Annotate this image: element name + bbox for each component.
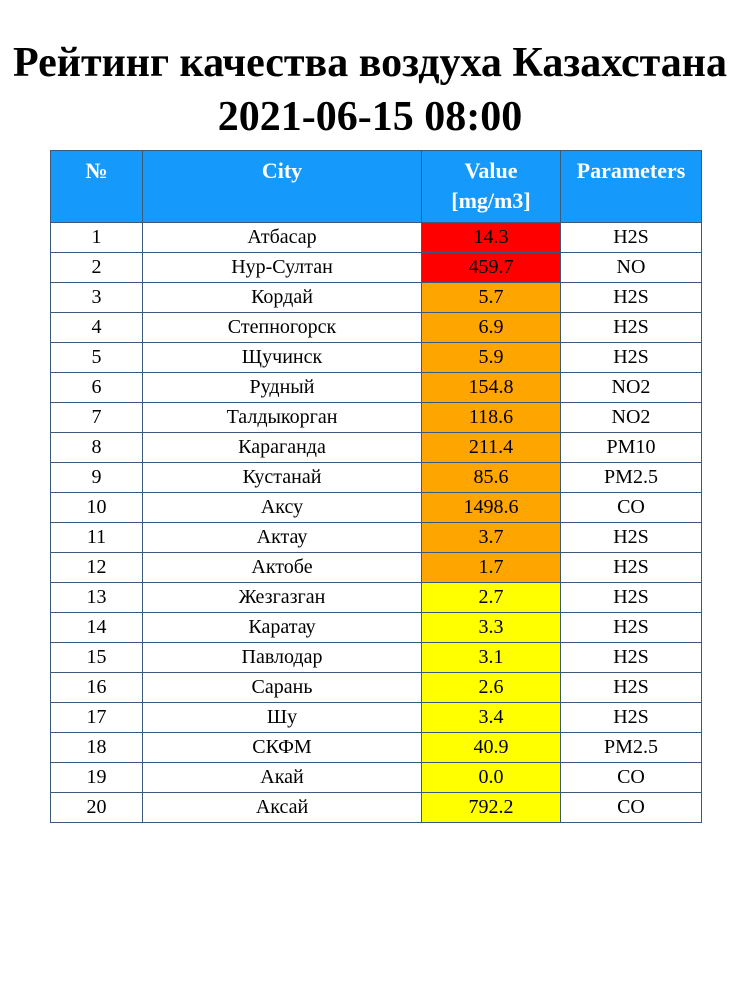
row-number: 14 — [51, 613, 143, 643]
row-value: 1498.6 — [422, 493, 561, 523]
table-header — [51, 151, 702, 223]
row-parameter: NO2 — [561, 403, 702, 433]
title-line-1: Рейтинг качества воздуха Казахстана — [13, 40, 727, 86]
table-row — [51, 253, 702, 283]
table-row — [51, 613, 702, 643]
row-number: 3 — [51, 283, 143, 313]
table-row — [51, 403, 702, 433]
table-row — [51, 643, 702, 673]
row-city: Талдыкорган — [143, 403, 422, 433]
table-row — [51, 583, 702, 613]
row-parameter: H2S — [561, 613, 702, 643]
row-city: Степногорск — [143, 313, 422, 343]
header-number: № — [51, 151, 143, 223]
row-value: 5.7 — [422, 283, 561, 313]
row-value: 2.6 — [422, 673, 561, 703]
table-row — [51, 313, 702, 343]
row-parameter: H2S — [561, 343, 702, 373]
page-title — [0, 36, 740, 144]
row-number: 12 — [51, 553, 143, 583]
row-value: 792.2 — [422, 793, 561, 823]
table-row — [51, 493, 702, 523]
row-value: 3.3 — [422, 613, 561, 643]
row-value: 40.9 — [422, 733, 561, 763]
row-value: 3.1 — [422, 643, 561, 673]
row-value: 5.9 — [422, 343, 561, 373]
row-value: 154.8 — [422, 373, 561, 403]
table-row — [51, 433, 702, 463]
row-number: 19 — [51, 763, 143, 793]
row-number: 16 — [51, 673, 143, 703]
row-parameter: NO — [561, 253, 702, 283]
row-parameter: H2S — [561, 313, 702, 343]
row-number: 13 — [51, 583, 143, 613]
row-parameter: PM2.5 — [561, 733, 702, 763]
table-row — [51, 793, 702, 823]
row-number: 4 — [51, 313, 143, 343]
row-parameter: H2S — [561, 523, 702, 553]
row-parameter: CO — [561, 793, 702, 823]
row-city: Актобе — [143, 553, 422, 583]
row-value: 118.6 — [422, 403, 561, 433]
row-city: Акай — [143, 763, 422, 793]
row-number: 5 — [51, 343, 143, 373]
row-number: 8 — [51, 433, 143, 463]
row-value: 211.4 — [422, 433, 561, 463]
table-row — [51, 343, 702, 373]
row-parameter: CO — [561, 493, 702, 523]
row-number: 9 — [51, 463, 143, 493]
air-quality-table — [50, 150, 702, 823]
row-parameter: H2S — [561, 643, 702, 673]
row-city: Шу — [143, 703, 422, 733]
table-row — [51, 553, 702, 583]
row-city: Каратау — [143, 613, 422, 643]
row-parameter: H2S — [561, 583, 702, 613]
row-value: 0.0 — [422, 763, 561, 793]
row-value: 85.6 — [422, 463, 561, 493]
row-city: Кустанай — [143, 463, 422, 493]
header-row — [51, 151, 702, 223]
row-city: Кордай — [143, 283, 422, 313]
row-value: 6.9 — [422, 313, 561, 343]
header-city: City — [143, 151, 422, 223]
row-number: 20 — [51, 793, 143, 823]
row-value: 14.3 — [422, 223, 561, 253]
table-row — [51, 733, 702, 763]
row-city: Жезгазган — [143, 583, 422, 613]
row-city: Караганда — [143, 433, 422, 463]
row-city: Сарань — [143, 673, 422, 703]
row-number: 17 — [51, 703, 143, 733]
table-row — [51, 373, 702, 403]
row-city: Павлодар — [143, 643, 422, 673]
row-parameter: CO — [561, 763, 702, 793]
table-body — [51, 223, 702, 823]
table-row — [51, 763, 702, 793]
row-parameter: H2S — [561, 703, 702, 733]
row-city: Щучинск — [143, 343, 422, 373]
table-row — [51, 223, 702, 253]
row-number: 10 — [51, 493, 143, 523]
row-parameter: PM10 — [561, 433, 702, 463]
row-city: Актау — [143, 523, 422, 553]
table-row — [51, 703, 702, 733]
row-parameter: NO2 — [561, 373, 702, 403]
header-value-unit: [mg/m3] — [451, 188, 531, 213]
table-row — [51, 283, 702, 313]
row-parameter: PM2.5 — [561, 463, 702, 493]
row-city: Рудный — [143, 373, 422, 403]
row-parameter: H2S — [561, 673, 702, 703]
row-number: 2 — [51, 253, 143, 283]
row-city: Аксай — [143, 793, 422, 823]
row-number: 15 — [51, 643, 143, 673]
row-city: СКФМ — [143, 733, 422, 763]
row-number: 1 — [51, 223, 143, 253]
header-parameters: Parameters — [561, 151, 702, 223]
row-number: 18 — [51, 733, 143, 763]
row-city: Атбасар — [143, 223, 422, 253]
row-number: 11 — [51, 523, 143, 553]
title-datetime: 2021-06-15 08:00 — [217, 94, 523, 140]
row-number: 6 — [51, 373, 143, 403]
row-parameter: H2S — [561, 553, 702, 583]
row-number: 7 — [51, 403, 143, 433]
table-row — [51, 463, 702, 493]
row-value: 2.7 — [422, 583, 561, 613]
table-row — [51, 523, 702, 553]
row-value: 3.7 — [422, 523, 561, 553]
header-value — [422, 151, 561, 223]
row-value: 3.4 — [422, 703, 561, 733]
row-parameter: H2S — [561, 283, 702, 313]
table-row — [51, 673, 702, 703]
row-city: Аксу — [143, 493, 422, 523]
row-value: 459.7 — [422, 253, 561, 283]
row-value: 1.7 — [422, 553, 561, 583]
header-value-label: Value — [464, 158, 518, 183]
row-parameter: H2S — [561, 223, 702, 253]
row-city: Нур-Султан — [143, 253, 422, 283]
